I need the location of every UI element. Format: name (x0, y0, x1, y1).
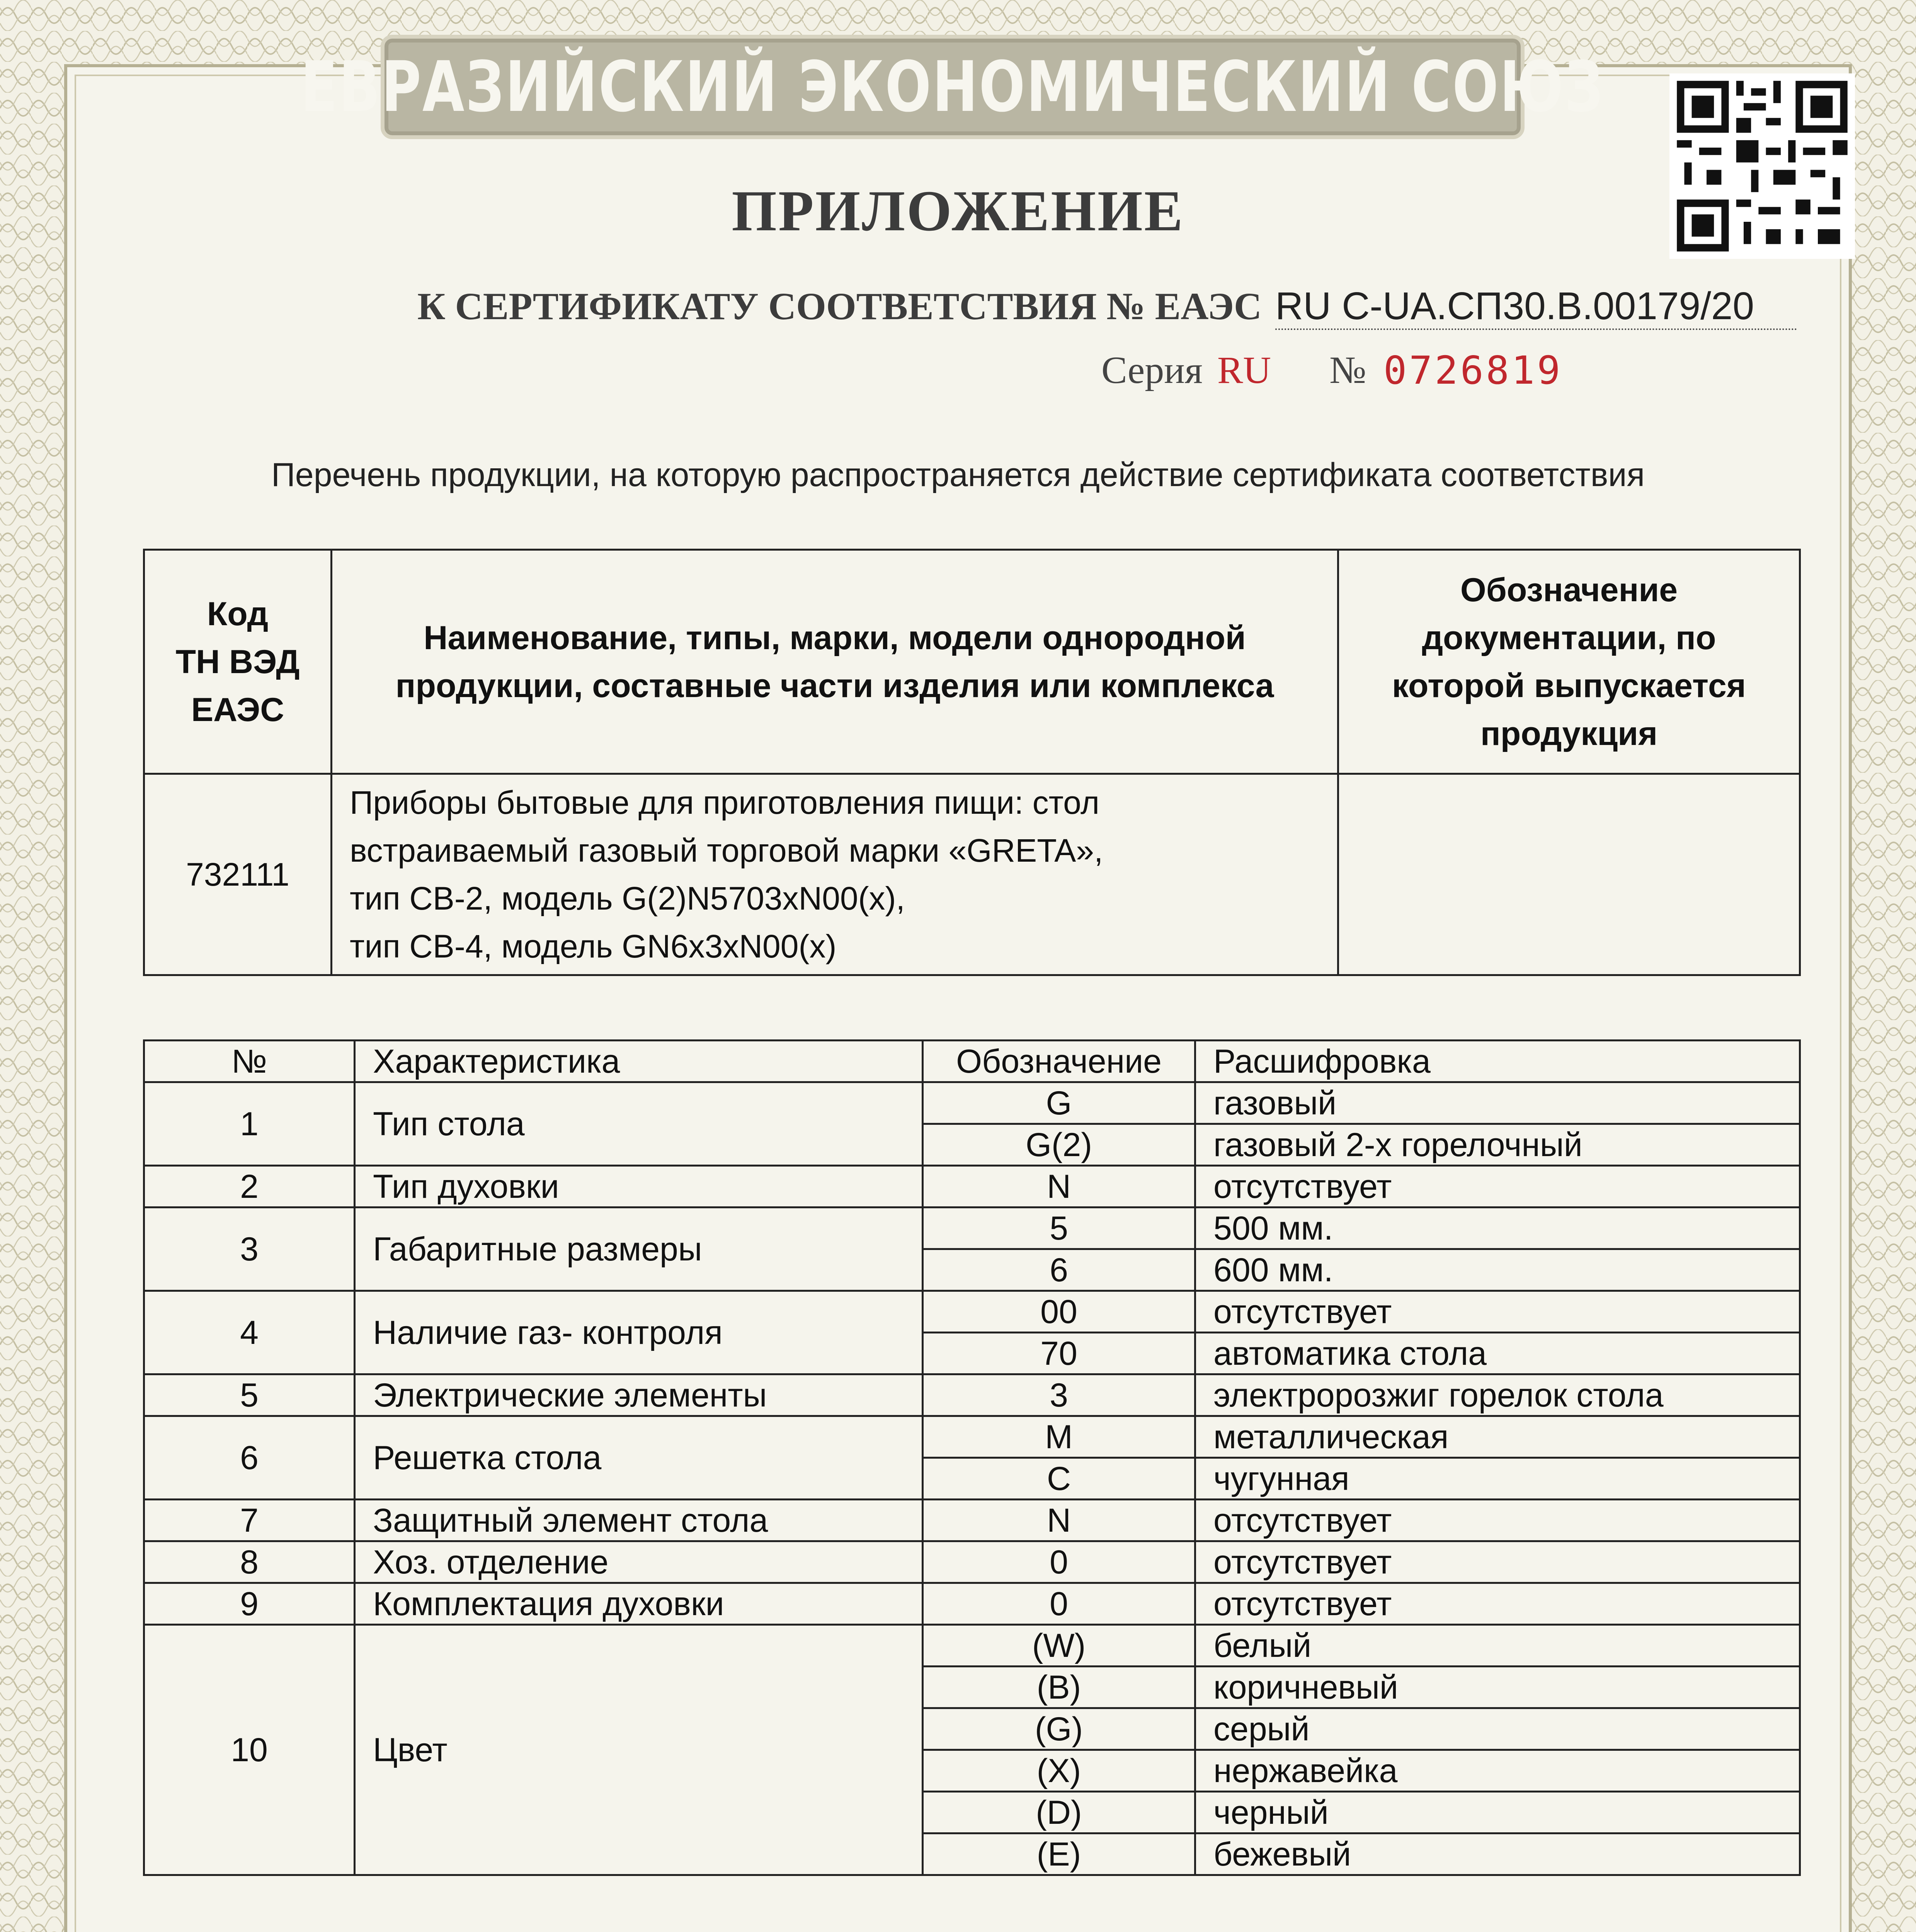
product-name-line: Приборы бытовые для приготовления пищи: стол (350, 784, 1100, 821)
characteristic-number: 6 (144, 1416, 355, 1500)
table-row (144, 1625, 1800, 1667)
characteristic-decoding: коричневый (1195, 1667, 1800, 1708)
characteristic-designation: 5 (923, 1208, 1195, 1249)
table-row (144, 1208, 1800, 1249)
product-table-header (144, 550, 1800, 774)
characteristics-body (144, 1082, 1800, 1875)
characteristic-decoding: чугунная (1195, 1458, 1800, 1500)
header-code-line: Код (207, 595, 269, 633)
characteristic-name: Цвет (355, 1625, 923, 1875)
characteristic-decoding: отсутствует (1195, 1500, 1800, 1541)
characteristic-number: 1 (144, 1082, 355, 1166)
characteristic-designation: G (923, 1082, 1195, 1124)
header-decoding: Расшифровка (1195, 1041, 1800, 1082)
header-designation: Обозначение (923, 1041, 1195, 1082)
characteristic-number: 2 (144, 1166, 355, 1208)
characteristic-designation: G(2) (923, 1124, 1195, 1166)
header-name (332, 550, 1338, 774)
table-row (144, 1166, 1800, 1208)
product-name-line: тип СВ-2, модель G(2)N5703xN00(x), (350, 880, 905, 917)
product-name (332, 774, 1338, 975)
characteristic-decoding: нержавейка (1195, 1750, 1800, 1792)
characteristic-designation: M (923, 1416, 1195, 1458)
header-docs-line: которой выпускается (1392, 667, 1746, 704)
characteristic-designation: (X) (923, 1750, 1195, 1792)
characteristic-designation: 00 (923, 1291, 1195, 1333)
table-row (144, 1291, 1800, 1333)
banner-text: ЕВРАЗИЙСКИЙ ЭКОНОМИЧЕСКИЙ СОЮЗ (301, 46, 1605, 128)
certificate-number: RU C-UA.СП30.В.00179/20 (1275, 284, 1797, 330)
characteristic-designation: (W) (923, 1625, 1195, 1667)
header-docs (1338, 550, 1800, 774)
characteristic-decoding: отсутствует (1195, 1166, 1800, 1208)
page-title: ПРИЛОЖЕНИЕ (732, 179, 1184, 243)
characteristic-designation: 0 (923, 1541, 1195, 1583)
characteristic-number: 4 (144, 1291, 355, 1374)
product-name-line: тип СВ-4, модель GN6x3xN00(x) (350, 928, 837, 964)
characteristic-decoding: металлическая (1195, 1416, 1800, 1458)
characteristic-decoding: 500 мм. (1195, 1208, 1800, 1249)
table-row (144, 1583, 1800, 1625)
characteristic-number: 8 (144, 1541, 355, 1583)
product-name-line: встраиваемый газовый торговой марки «GRETA», (350, 832, 1103, 869)
product-code: 732111 (144, 774, 332, 975)
characteristic-name: Электрические элементы (355, 1374, 923, 1416)
characteristic-name: Наличие газ- контроля (355, 1291, 923, 1374)
characteristic-designation: N (923, 1500, 1195, 1541)
header-code-line: ЕАЭС (191, 691, 284, 728)
serial-number: 0726819 (1383, 348, 1563, 393)
characteristic-number: 9 (144, 1583, 355, 1625)
header-docs-line: документации, по (1422, 619, 1716, 656)
characteristic-designation: (G) (923, 1708, 1195, 1750)
product-docs (1338, 774, 1800, 975)
header-docs-line: продукция (1480, 715, 1658, 752)
characteristic-decoding: 600 мм. (1195, 1249, 1800, 1291)
characteristic-decoding: автоматика стола (1195, 1333, 1800, 1374)
characteristic-name: Комплектация духовки (355, 1583, 923, 1625)
header-name-line: Наименование, типы, марки, модели однородной (424, 619, 1246, 656)
characteristic-decoding: отсутствует (1195, 1541, 1800, 1583)
header-name-line: продукции, составные части изделия или комплекса (395, 667, 1274, 704)
characteristic-decoding: электророзжиг горелок стола (1195, 1374, 1800, 1416)
characteristic-designation: C (923, 1458, 1195, 1500)
table-row (144, 1082, 1800, 1124)
characteristic-designation: (B) (923, 1667, 1195, 1708)
table-row (144, 774, 1800, 975)
table-row (144, 1541, 1800, 1583)
product-table (143, 549, 1801, 976)
characteristic-number: 5 (144, 1374, 355, 1416)
banner (301, 35, 1605, 139)
characteristic-name: Хоз. отделение (355, 1541, 923, 1583)
characteristic-decoding: отсутствует (1195, 1291, 1800, 1333)
characteristic-decoding: отсутствует (1195, 1583, 1800, 1625)
series-value: RU (1217, 349, 1271, 391)
characteristic-number: 10 (144, 1625, 355, 1875)
characteristic-decoding: черный (1195, 1792, 1800, 1833)
characteristic-name: Защитный элемент стола (355, 1500, 923, 1541)
product-list-intro: Перечень продукции, на которую распространяется действие сертификата соответствия (271, 456, 1645, 493)
header-docs-line: Обозначение (1460, 571, 1678, 609)
characteristics-table (143, 1039, 1801, 1876)
characteristic-name: Габаритные размеры (355, 1208, 923, 1291)
characteristic-decoding: белый (1195, 1625, 1800, 1667)
series-label: Серия (1101, 349, 1203, 391)
characteristic-decoding: газовый (1195, 1082, 1800, 1124)
certificate-subtitle: К СЕРТИФИКАТУ СООТВЕТСТВИЯ № ЕАЭС (417, 285, 1262, 328)
header-code-line: ТН ВЭД (175, 643, 300, 680)
characteristic-name: Решетка стола (355, 1416, 923, 1500)
characteristic-name: Тип стола (355, 1082, 923, 1166)
characteristic-number: 3 (144, 1208, 355, 1291)
table-row (144, 1416, 1800, 1458)
table-row (144, 1374, 1800, 1416)
characteristic-designation: 70 (923, 1333, 1195, 1374)
characteristic-decoding: серый (1195, 1708, 1800, 1750)
characteristic-designation: 0 (923, 1583, 1195, 1625)
characteristic-number: 7 (144, 1500, 355, 1541)
table-row (144, 1500, 1800, 1541)
characteristic-decoding: бежевый (1195, 1833, 1800, 1875)
header-characteristic: Характеристика (355, 1041, 923, 1082)
characteristic-designation: 6 (923, 1249, 1195, 1291)
characteristic-name: Тип духовки (355, 1166, 923, 1208)
number-sign: № (1329, 349, 1366, 391)
characteristic-designation: 3 (923, 1374, 1195, 1416)
header-number: № (144, 1041, 355, 1082)
characteristic-designation: N (923, 1166, 1195, 1208)
characteristic-designation: (D) (923, 1792, 1195, 1833)
header-code (144, 550, 332, 774)
characteristic-designation: (E) (923, 1833, 1195, 1875)
characteristics-header (144, 1041, 1800, 1082)
characteristic-decoding: газовый 2-х горелочный (1195, 1124, 1800, 1166)
